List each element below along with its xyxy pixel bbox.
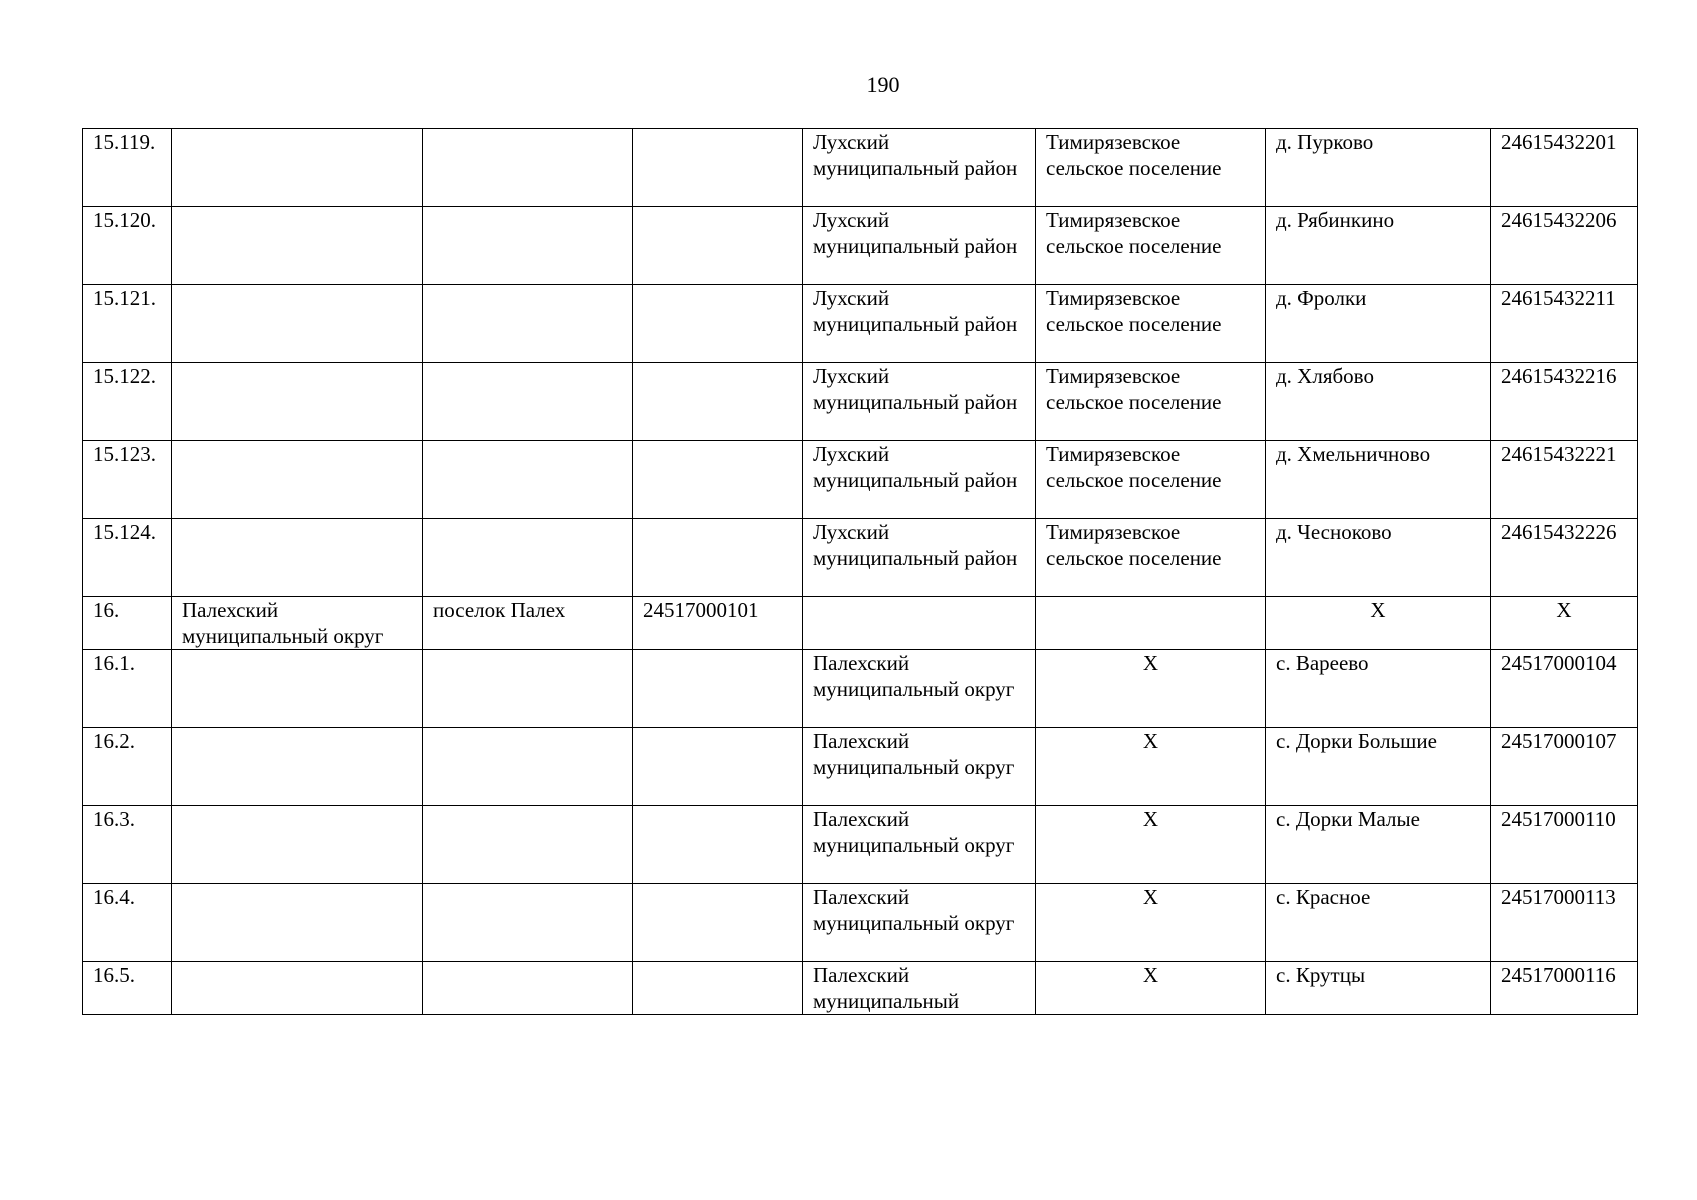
district-cell: Лухский муниципальный район [803, 207, 1036, 285]
settlement-cell: X [1036, 650, 1266, 728]
locality-cell: д. Пурково [1266, 129, 1491, 207]
row-number-cell: 16.3. [83, 806, 172, 884]
locality-cell: д. Рябинкино [1266, 207, 1491, 285]
locality-cell: X [1266, 597, 1491, 650]
table-row [83, 597, 1638, 650]
code-cell: 24517000116 [1491, 962, 1638, 1015]
district-cell [803, 597, 1036, 650]
admin-center-cell [423, 806, 633, 884]
row-number-cell: 16.4. [83, 884, 172, 962]
district-cell: Палехский муниципальный округ [803, 650, 1036, 728]
code-cell: 24615432211 [1491, 285, 1638, 363]
code-cell: 24615432206 [1491, 207, 1638, 285]
row-number-cell: 16. [83, 597, 172, 650]
table-row [83, 519, 1638, 597]
settlement-cell: Тимирязевское сельское поселение [1036, 363, 1266, 441]
settlement-cell: Тимирязевское сельское поселение [1036, 129, 1266, 207]
admin-center-code-cell [633, 519, 803, 597]
admin-center-code-cell [633, 884, 803, 962]
district-cell: Палехский муниципальный округ [803, 884, 1036, 962]
locality-cell: д. Хлябово [1266, 363, 1491, 441]
municipality-cell [172, 129, 423, 207]
settlement-cell: Тимирязевское сельское поселение [1036, 285, 1266, 363]
municipality-cell [172, 519, 423, 597]
admin-center-cell [423, 650, 633, 728]
settlement-cell [1036, 597, 1266, 650]
municipality-cell [172, 363, 423, 441]
settlement-cell: X [1036, 884, 1266, 962]
table-row [83, 129, 1638, 207]
row-number-cell: 15.119. [83, 129, 172, 207]
locality-cell: д. Чесноково [1266, 519, 1491, 597]
table-row [83, 962, 1638, 1015]
admin-center-code-cell: 24517000101 [633, 597, 803, 650]
admin-center-code-cell [633, 207, 803, 285]
municipality-cell [172, 962, 423, 1015]
admin-center-code-cell [633, 806, 803, 884]
settlement-cell: Тимирязевское сельское поселение [1036, 207, 1266, 285]
table-row [83, 207, 1638, 285]
admin-center-code-cell [633, 728, 803, 806]
row-number-cell: 16.1. [83, 650, 172, 728]
municipality-cell [172, 884, 423, 962]
locality-cell: с. Дорки Большие [1266, 728, 1491, 806]
district-cell: Палехский муниципальный округ [803, 806, 1036, 884]
municipality-cell [172, 207, 423, 285]
municipality-cell [172, 650, 423, 728]
table-row [83, 728, 1638, 806]
district-cell: Лухский муниципальный район [803, 363, 1036, 441]
municipality-cell [172, 806, 423, 884]
code-cell: 24517000113 [1491, 884, 1638, 962]
settlement-cell: X [1036, 806, 1266, 884]
row-number-cell: 15.120. [83, 207, 172, 285]
code-cell: 24615432221 [1491, 441, 1638, 519]
admin-center-code-cell [633, 650, 803, 728]
code-cell: 24517000107 [1491, 728, 1638, 806]
code-cell: 24517000110 [1491, 806, 1638, 884]
district-cell: Лухский муниципальный район [803, 519, 1036, 597]
locality-cell: д. Хмельничново [1266, 441, 1491, 519]
admin-center-cell [423, 207, 633, 285]
code-cell: X [1491, 597, 1638, 650]
row-number-cell: 15.122. [83, 363, 172, 441]
table-row [83, 806, 1638, 884]
locality-cell: с. Крутцы [1266, 962, 1491, 1015]
settlement-cell: Тимирязевское сельское поселение [1036, 441, 1266, 519]
admin-center-code-cell [633, 962, 803, 1015]
row-number-cell: 15.123. [83, 441, 172, 519]
table-row [83, 650, 1638, 728]
admin-center-cell [423, 441, 633, 519]
table-row [83, 441, 1638, 519]
admin-center-cell [423, 519, 633, 597]
district-cell: Лухский муниципальный район [803, 129, 1036, 207]
district-cell: Лухский муниципальный район [803, 441, 1036, 519]
row-number-cell: 15.121. [83, 285, 172, 363]
table-row [83, 884, 1638, 962]
municipality-cell: Палехский муниципальный округ [172, 597, 423, 650]
admin-center-code-cell [633, 285, 803, 363]
district-cell: Лухский муниципальный район [803, 285, 1036, 363]
code-cell: 24615432226 [1491, 519, 1638, 597]
municipality-cell [172, 441, 423, 519]
locality-cell: д. Фролки [1266, 285, 1491, 363]
code-cell: 24615432201 [1491, 129, 1638, 207]
admin-center-cell [423, 285, 633, 363]
admin-center-cell: поселок Палех [423, 597, 633, 650]
admin-center-cell [423, 962, 633, 1015]
row-number-cell: 16.5. [83, 962, 172, 1015]
locality-cell: с. Дорки Малые [1266, 806, 1491, 884]
code-cell: 24517000104 [1491, 650, 1638, 728]
municipality-cell [172, 728, 423, 806]
admin-center-cell [423, 884, 633, 962]
admin-center-code-cell [633, 363, 803, 441]
table-row [83, 363, 1638, 441]
settlement-cell: X [1036, 728, 1266, 806]
locality-cell: с. Красное [1266, 884, 1491, 962]
municipality-cell [172, 285, 423, 363]
locality-cell: с. Вареево [1266, 650, 1491, 728]
settlement-cell: Тимирязевское сельское поселение [1036, 519, 1266, 597]
settlements-table [82, 128, 1638, 1015]
admin-center-cell [423, 129, 633, 207]
admin-center-cell [423, 728, 633, 806]
table-row [83, 285, 1638, 363]
row-number-cell: 15.124. [83, 519, 172, 597]
admin-center-code-cell [633, 441, 803, 519]
admin-center-code-cell [633, 129, 803, 207]
code-cell: 24615432216 [1491, 363, 1638, 441]
admin-center-cell [423, 363, 633, 441]
district-cell: Палехский муниципальный [803, 962, 1036, 1015]
district-cell: Палехский муниципальный округ [803, 728, 1036, 806]
row-number-cell: 16.2. [83, 728, 172, 806]
page-number: 190 [866, 72, 900, 97]
settlement-cell: X [1036, 962, 1266, 1015]
